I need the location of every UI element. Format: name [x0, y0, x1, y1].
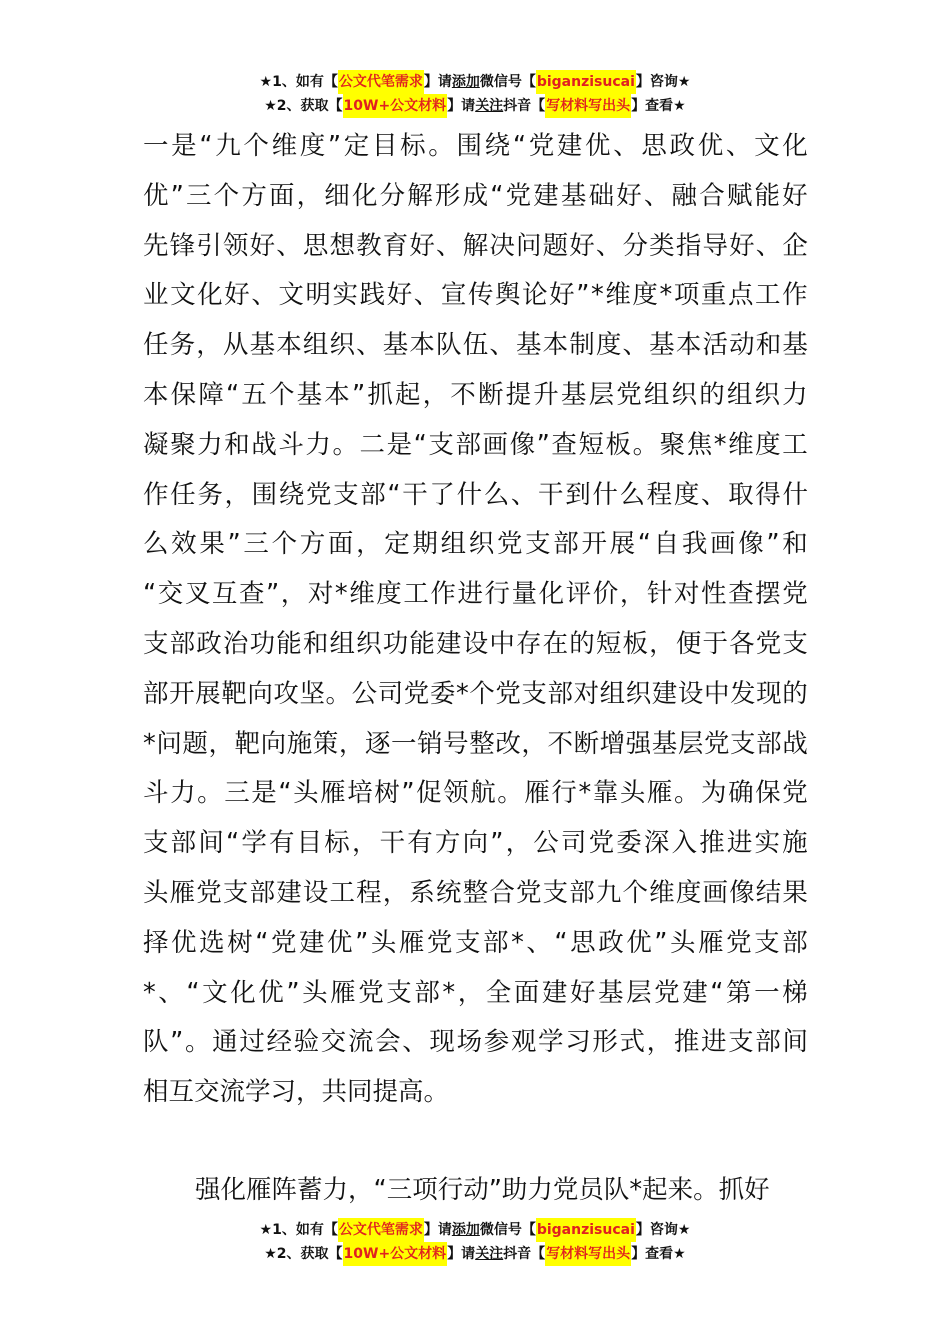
- promo-text: 微信号【: [479, 74, 536, 90]
- promo-highlight: 公文代笔需求: [338, 1218, 424, 1242]
- promo-text: 】查看★: [631, 1246, 686, 1262]
- text-line: 优 ” 三 个 方 面 ， 细 化 分 解 形 成 “ 党 建 基 础 好 、 融 合 赋 能 好: [143, 180, 808, 211]
- promo-text: ★2、获取【: [264, 1246, 343, 1262]
- text-line: 斗 力 。 三 是 “ 头 雁 培 树 ” 促 领 航 。 雁 行 * 靠 头 雁 。 为 确 保 党: [143, 778, 808, 809]
- top-promo-banner: [0, 70, 950, 118]
- paragraph-1: [143, 122, 808, 1118]
- promo-text: 】请: [423, 74, 452, 90]
- promo-text: 】咨询★: [635, 1222, 691, 1238]
- promo-text: 】请: [447, 1246, 476, 1262]
- promo-text: 】请: [447, 98, 476, 114]
- promo-text: 微信号【: [479, 1222, 536, 1238]
- promo-highlight: 写材料写出头: [545, 1242, 631, 1266]
- promo-text: 】请: [423, 1222, 452, 1238]
- promo-underlined: 添加: [451, 1222, 480, 1238]
- text-line: 支 部 间 “ 学 有 目 标 ， 干 有 方 向 ” ， 公 司 党 委 深 入 推 进 实 施: [143, 828, 808, 859]
- promo-text: 抖音【: [503, 98, 546, 114]
- promo-text: ★2、获取【: [264, 98, 343, 114]
- promo-highlight: 公文代笔需求: [338, 70, 424, 94]
- promo-underlined: 添加: [451, 74, 480, 90]
- promo-highlight: biganzisucai: [536, 70, 636, 94]
- promo-underlined: 关注: [475, 1246, 504, 1262]
- promo-text: 】咨询★: [635, 74, 691, 90]
- promo-line-1: [0, 1218, 950, 1242]
- text-line: 本 保 障 “ 五 个 基 本 ” 抓 起 ， 不 断 提 升 基 层 党 组 织 的 组 织 力: [143, 379, 808, 410]
- text-line: 支 部 政 治 功 能 和 组 织 功 能 建 设 中 存 在 的 短 板 ， 便 于 各 党 支: [143, 628, 808, 659]
- text-line: 先 锋 引 领 好 、 思 想 教 育 好 、 解 决 问 题 好 、 分 类 指 导 好 、 企: [143, 230, 808, 261]
- text-line: 部 开 展 靶 向 攻 坚 。 公 司 党 委 * 个 党 支 部 对 组 织 建 设 中 发 现 的: [143, 678, 808, 709]
- promo-highlight: 10W+公文材料: [343, 1242, 448, 1266]
- text-line: * 、 “ 文 化 优 ” 头 雁 党 支 部 * ， 全 面 建 好 基 层 党 建 “ 第 一 梯: [143, 977, 808, 1008]
- promo-text: 抖音【: [503, 1246, 546, 1262]
- text-line: 队 ” 。 通 过 经 验 交 流 会 、 现 场 参 观 学 习 形 式 ， 推 进 支 部 间: [143, 1027, 808, 1058]
- promo-line-2: [0, 1242, 950, 1266]
- promo-line-2: [0, 94, 950, 118]
- text-line: 作 任 务 ， 围 绕 党 支 部 “ 干 了 什 么 、 干 到 什 么 程 度 、 取 得 什: [143, 479, 808, 510]
- promo-text: ★1、如有【: [259, 74, 338, 90]
- text-line: “ 交 叉 互 查 ” ， 对 * 维 度 工 作 进 行 量 化 评 价 ， 针 对 性 查 摆 党: [143, 579, 808, 610]
- bottom-promo-banner: [0, 1218, 950, 1266]
- text-line: 业 文 化 好 、 文 明 实 践 好 、 宣 传 舆 论 好 ” * 维 度 * 项 重 点 工 作: [143, 280, 808, 311]
- text-line: 择 优 选 树 “ 党 建 优 ” 头 雁 党 支 部 * 、 “ 思 政 优 ” 头 雁 党 支 部: [143, 927, 808, 958]
- text-line: 相互交流学习，共同提高。: [143, 1077, 450, 1108]
- text-line: 任 务 ， 从 基 本 组 织 、 基 本 队 伍 、 基 本 制 度 、 基 本 活 动 和 基: [143, 330, 808, 361]
- promo-highlight: biganzisucai: [536, 1218, 636, 1242]
- text-line: * 问 题 ， 靶 向 施 策 ， 逐 一 销 号 整 改 ， 不 断 增 强 基 层 党 支 部 战: [143, 728, 808, 759]
- text-line: 么 效 果 ” 三 个 方 面 ， 定 期 组 织 党 支 部 开 展 “ 自 我 画 像 ” 和: [143, 529, 808, 560]
- promo-highlight: 10W+公文材料: [343, 94, 448, 118]
- paragraph-2: 强化雁阵蓄力，“三项行动”助力党员队*起来。抓好: [195, 1175, 770, 1205]
- text-line: 头 雁 党 支 部 建 设 工 程 ， 系 统 整 合 党 支 部 九 个 维 度 画 像 结 果: [143, 877, 808, 908]
- text-line: 一 是 “ 九 个 维 度 ” 定 目 标 。 围 绕 “ 党 建 优 、 思 政 优 、 文 化: [143, 131, 808, 161]
- promo-highlight: 写材料写出头: [545, 94, 631, 118]
- promo-text: 】查看★: [631, 98, 686, 114]
- promo-line-1: [0, 70, 950, 94]
- promo-text: ★1、如有【: [259, 1222, 338, 1238]
- text-line: 凝 聚 力 和 战 斗 力 。 二 是 “ 支 部 画 像 ” 查 短 板 。 聚 焦 * 维 度 工: [143, 429, 808, 460]
- promo-underlined: 关注: [475, 98, 504, 114]
